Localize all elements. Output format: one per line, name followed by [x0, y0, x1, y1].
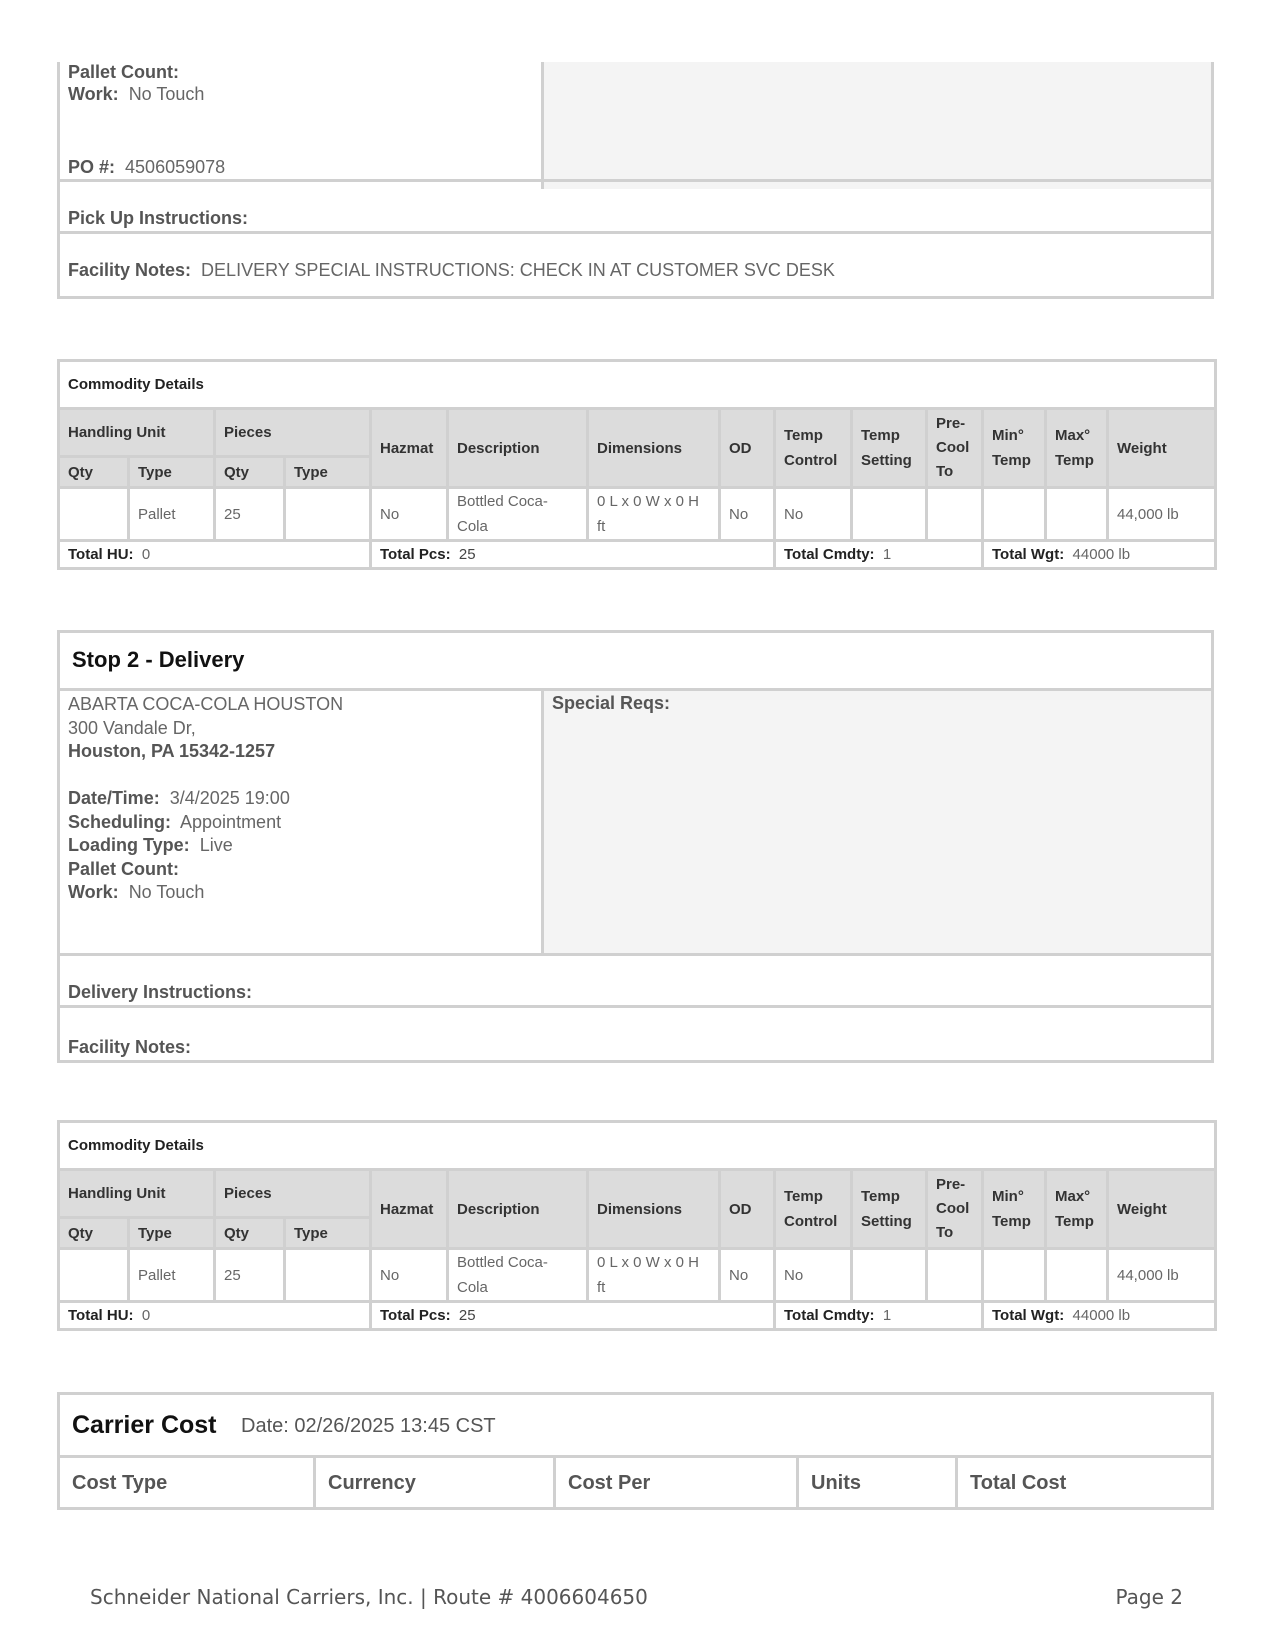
total-wgt-label: Total Wgt: [992, 546, 1065, 563]
pcs-type-cell [285, 1249, 371, 1302]
temp-control-cell: No [775, 488, 852, 541]
description-cell: Bottled Coca-Cola [448, 1249, 588, 1302]
currency-header: Currency [316, 1458, 556, 1507]
max-temp-cell [1046, 1249, 1108, 1302]
min-temp-header: Min° Temp [983, 1170, 1046, 1249]
po-label: PO #: [68, 157, 116, 177]
od-cell: No [720, 488, 775, 541]
divider [60, 231, 1211, 234]
special-reqs-panel [544, 691, 1211, 953]
scheduling-label: Scheduling: [68, 811, 171, 832]
pallet-count-row [68, 858, 343, 882]
table-row [59, 488, 1216, 541]
weight-header: Weight [1108, 1170, 1216, 1249]
total-pcs-value: 25 [458, 1307, 476, 1324]
pallet-count-label: Pallet Count: [68, 858, 179, 879]
divider [60, 179, 1211, 182]
total-wgt-value: 44000 lb [1072, 1307, 1131, 1324]
carrier-cost-date: Date: 02/26/2025 13:45 CST [241, 1415, 496, 1437]
work-value: No Touch [128, 84, 205, 104]
total-wgt-value: 44000 lb [1072, 546, 1131, 563]
stop2-name: ABARTA COCA-COLA HOUSTON [68, 694, 344, 714]
commodity-title: Commodity Details [59, 361, 1216, 409]
dimensions-header: Dimensions [588, 1170, 720, 1249]
total-hu-value: 0 [141, 1307, 151, 1324]
min-temp-cell [983, 1249, 1046, 1302]
divider [60, 1005, 1211, 1008]
od-header: OD [720, 409, 775, 488]
temp-setting-header: Temp Setting [852, 1170, 927, 1249]
facility-notes-label: Facility Notes: [68, 260, 192, 280]
scheduling-row [68, 811, 343, 835]
temp-setting-cell [852, 488, 927, 541]
weight-header: Weight [1108, 409, 1216, 488]
pre-cool-header: Pre-Cool To [927, 1170, 983, 1249]
pcs-type-cell [285, 488, 371, 541]
hu-qty-header: Qty [59, 457, 129, 488]
weight-cell: 44,000 lb [1108, 488, 1216, 541]
carrier-cost-section [57, 1392, 1214, 1510]
pcs-qty-header: Qty [215, 457, 285, 488]
datetime-row [68, 787, 343, 811]
hazmat-cell: No [371, 488, 448, 541]
commodity-title: Commodity Details [59, 1122, 1216, 1170]
commodity-table-1 [57, 359, 1214, 570]
footer-page-number: Page 2 [1115, 1585, 1183, 1609]
total-pcs-label: Total Pcs: [380, 546, 451, 563]
carrier-cost-title: Carrier Cost [72, 1411, 217, 1439]
pallet-count-row [68, 62, 179, 83]
total-wgt-label: Total Wgt: [992, 1307, 1065, 1324]
pallet-count-label: Pallet Count: [68, 62, 179, 82]
delivery-instructions-label: Delivery Instructions: [68, 982, 253, 1002]
pieces-header: Pieces [215, 1170, 371, 1218]
hu-type-cell: Pallet [129, 1249, 215, 1302]
table-row [59, 1249, 1216, 1302]
handling-unit-header: Handling Unit [59, 1170, 215, 1218]
pickup-instructions [68, 208, 248, 229]
pcs-type-header: Type [285, 457, 371, 488]
stop1-info-panel [60, 62, 544, 189]
loading-type-row [68, 834, 343, 858]
hu-type-header: Type [129, 457, 215, 488]
total-hu-label: Total HU: [68, 1307, 134, 1324]
divider [60, 953, 1211, 956]
scheduling-value: Appointment [180, 811, 282, 832]
pieces-header: Pieces [215, 409, 371, 457]
footer-route: Schneider National Carriers, Inc. | Route # 4006604650 [90, 1585, 648, 1609]
pre-cool-cell [927, 488, 983, 541]
pcs-qty-cell: 25 [215, 1249, 285, 1302]
hu-qty-cell [59, 488, 129, 541]
stop1-special-panel [544, 62, 1211, 189]
stop2-details [57, 630, 1214, 1063]
pcs-qty-cell: 25 [215, 488, 285, 541]
work-row [68, 881, 343, 905]
work-label: Work: [68, 84, 119, 104]
work-label: Work: [68, 882, 119, 902]
cost-type-header: Cost Type [60, 1458, 316, 1507]
total-cmdty-label: Total Cmdty: [784, 546, 875, 563]
od-cell: No [720, 1249, 775, 1302]
handling-unit-header: Handling Unit [59, 409, 215, 457]
totals-row [59, 1302, 1216, 1330]
hu-type-cell: Pallet [129, 488, 215, 541]
datetime-value: 3/4/2025 19:00 [169, 788, 290, 808]
temp-setting-cell [852, 1249, 927, 1302]
pcs-qty-header: Qty [215, 1218, 285, 1249]
total-cmdty-value: 1 [882, 1307, 892, 1324]
max-temp-header: Max° Temp [1046, 409, 1108, 488]
min-temp-cell [983, 488, 1046, 541]
work-value: No Touch [128, 882, 205, 902]
total-hu-label: Total HU: [68, 546, 134, 563]
cost-per-header: Cost Per [556, 1458, 799, 1507]
description-header: Description [448, 409, 588, 488]
commodity-table-2 [57, 1120, 1214, 1331]
pre-cool-cell [927, 1249, 983, 1302]
units-header: Units [799, 1458, 958, 1507]
po-value: 4506059078 [125, 157, 226, 177]
temp-control-header: Temp Control [775, 409, 852, 488]
dimensions-cell: 0 L x 0 W x 0 H ft [588, 1249, 720, 1302]
stop2-city: Houston, PA 15342-1257 [68, 741, 276, 761]
total-hu-value: 0 [141, 546, 151, 563]
temp-control-cell: No [775, 1249, 852, 1302]
description-header: Description [448, 1170, 588, 1249]
temp-setting-header: Temp Setting [852, 409, 927, 488]
stop2-street: 300 Vandale Dr, [68, 717, 196, 738]
total-cmdty-value: 1 [882, 546, 892, 563]
special-reqs-label: Special Reqs: [552, 693, 671, 713]
cost-columns [60, 1458, 1211, 1507]
hazmat-header: Hazmat [371, 409, 448, 488]
temp-control-header: Temp Control [775, 1170, 852, 1249]
stop2-info-panel [60, 691, 544, 953]
work-row [68, 84, 204, 105]
totals-row [59, 541, 1216, 569]
facility-notes-value: DELIVERY SPECIAL INSTRUCTIONS: CHECK IN AT CUSTOMER SVC DESK [201, 260, 835, 280]
loading-type-value: Live [199, 835, 233, 855]
pre-cool-header: Pre-Cool To [927, 409, 983, 488]
min-temp-header: Min° Temp [983, 409, 1046, 488]
total-cmdty-label: Total Cmdty: [784, 1307, 875, 1324]
description-cell: Bottled Coca-Cola [448, 488, 588, 541]
hazmat-header: Hazmat [371, 1170, 448, 1249]
weight-cell: 44,000 lb [1108, 1249, 1216, 1302]
total-pcs-value: 25 [458, 546, 476, 563]
hu-qty-cell [59, 1249, 129, 1302]
stop1-details [57, 62, 1214, 299]
pcs-type-header: Type [285, 1218, 371, 1249]
max-temp-header: Max° Temp [1046, 1170, 1108, 1249]
hu-type-header: Type [129, 1218, 215, 1249]
pickup-instructions-label: Pick Up Instructions: [68, 208, 249, 228]
total-pcs-label: Total Pcs: [380, 1307, 451, 1324]
loading-type-label: Loading Type: [68, 835, 190, 855]
stop2-address-block [68, 693, 343, 905]
total-cost-header: Total Cost [970, 1472, 1067, 1494]
carrier-cost-header [60, 1395, 1211, 1458]
facility-notes-label: Facility Notes: [68, 1037, 192, 1057]
stop2-header [60, 633, 1211, 691]
datetime-label: Date/Time: [68, 788, 160, 808]
facility-notes [68, 260, 835, 281]
po-row [68, 157, 225, 178]
hu-qty-header: Qty [59, 1218, 129, 1249]
od-header: OD [720, 1170, 775, 1249]
dimensions-cell: 0 L x 0 W x 0 H ft [588, 488, 720, 541]
dimensions-header: Dimensions [588, 409, 720, 488]
max-temp-cell [1046, 488, 1108, 541]
hazmat-cell: No [371, 1249, 448, 1302]
stop2-title: Stop 2 - Delivery [72, 647, 245, 672]
